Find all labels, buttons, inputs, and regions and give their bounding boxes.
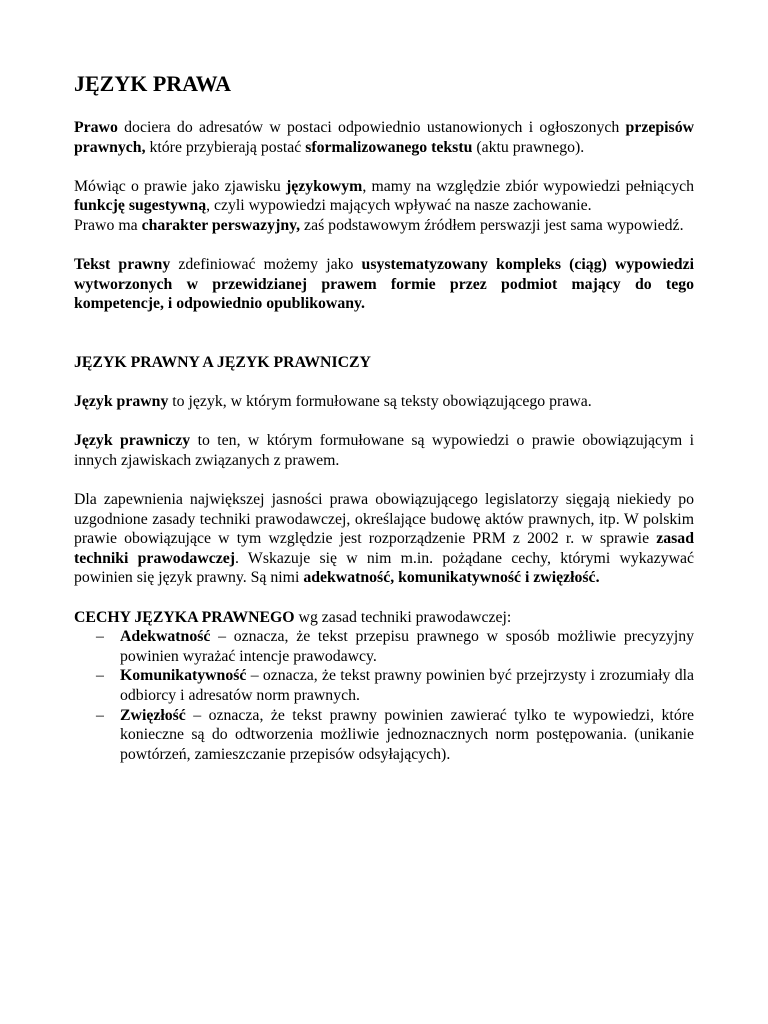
paragraph-technique-rules: Dla zapewnienia największej jasności prawa obowiązującego legislatorzy sięgają niekiedy po uzgodnione zasady techniki prawodawczej, określające budowę aktów prawnych, itp. W polskim prawie obowiązujące w tym względzie jest rozporządzenie PRM z 2002 r. w sprawie zasad techniki prawodawczej. Wskazuje się w nim m.in. pożądane cechy, którymi wykazywać powinien się język prawny. Są nimi adekwatność, komunikatywność i zwięzłość. xyxy=(74,491,694,587)
paragraph-legal-language: Język prawny to język, w którym formułowane są teksty obowiązującego prawa. xyxy=(74,393,592,411)
page-title: JĘZYK PRAWA xyxy=(74,71,232,96)
section-heading-legal-language: JĘZYK PRAWNY A JĘZYK PRAWNICZY xyxy=(74,353,371,371)
paragraph-persuasive: Prawo ma charakter perswazyjny, zaś podstawowym źródłem perswazji jest sama wypowiedź. xyxy=(74,216,684,234)
paragraph-legal-text-definition: Tekst prawny zdefiniować możemy jako usystematyzowany kompleks (ciąg) wypowiedzi wytworzonych w przewidzianej prawem formie przez podmiot mający do tego kompetencje, i odpowiednio opublikowany. xyxy=(74,256,694,313)
dash-bullet: – xyxy=(96,667,104,685)
paragraph-language-phenomenon: Mówiąc o prawie jako zjawisku językowym, mamy na względzie zbiór wypowiedzi pełniących funkcję sugestywną, czyli wypowiedzi mających wpływać na nasze zachowanie. xyxy=(74,177,694,215)
document-body xyxy=(74,70,694,764)
features-list xyxy=(74,627,694,764)
list-item: – Adekwatność – oznacza, że tekst przepisu prawnego w sposób możliwie precyzyjny powinien wyrażać intencje prawodawcy. xyxy=(96,628,694,665)
list-item: – Zwięzłość – oznacza, że tekst prawny powinien zawierać tylko te wypowiedzi, które konieczne są do odtworzenia możliwie jednoznacznych norm postępowania. (unikanie powtórzeń, zamieszczanie przepisów odsyłających). xyxy=(96,706,694,763)
dash-bullet: – xyxy=(96,628,104,646)
features-heading: CECHY JĘZYKA PRAWNEGO wg zasad techniki prawodawczej: xyxy=(74,608,512,626)
list-item: – Komunikatywność – oznacza, że tekst prawny powinien być przejrzysty i zrozumiały dla odbiorcy i adresatów norm prawnych. xyxy=(96,667,694,705)
term-prawo: Prawo xyxy=(74,119,118,136)
paragraph-juristic-language: Język prawniczy to ten, w którym formułowane są wypowiedzi o prawie obowiązującym i innych zjawiskach związanych z prawem. xyxy=(74,432,694,469)
intro-paragraph: Prawo dociera do adresatów w postaci odpowiednio ustanowionych i ogłoszonych przepisów prawnych, które przybierają postać sformalizowanego tekstu (aktu prawnego). xyxy=(74,119,694,156)
dash-bullet: – xyxy=(96,706,104,724)
